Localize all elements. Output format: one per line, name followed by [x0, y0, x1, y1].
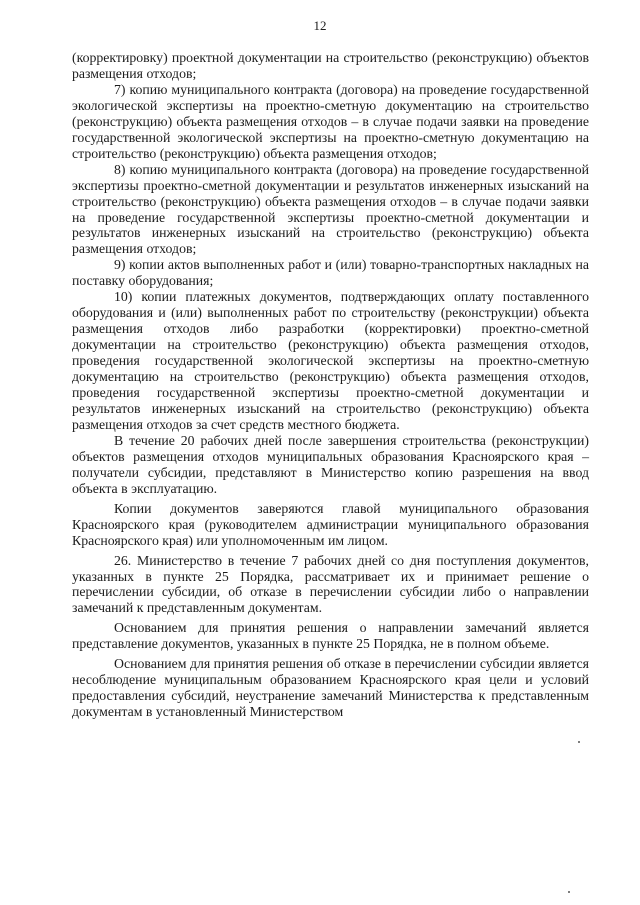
paragraph-item-9: 9) копии актов выполненных работ и (или) товарно-транспортных накладных на поставку оборудования; — [72, 257, 589, 289]
paragraph-refusal-basis: Основанием для принятия решения об отказе в перечислении субсидии является несоблюдение муниципальным образованием Красноярского края цели и условий предоставления субсидий, неустранение замечаний Министерства к представленным документам в установленный Министерством — [72, 656, 589, 720]
paragraph-item-7: 7) копию муниципального контракта (договора) на проведение государственной экологической экспертизы на проектно-сметную документацию на строительство (реконструкцию) объекта размещения отходов – в случае подачи заявки на проведение государственной экологической экспертизы на проектно-сметную документацию на строительство (реконструкцию) объекта размещения отходов; — [72, 81, 589, 161]
scan-speck — [568, 891, 570, 893]
document-body — [72, 50, 589, 720]
page-number: 12 — [313, 18, 327, 33]
paragraph-item-10: 10) копии платежных документов, подтверждающих оплату поставленного оборудования и (или) выполненных работ по строительству (реконструкции) объекта размещения отходов либо разработки (корректировки) проектно-сметной документации на строительство (реконструкцию) объекта размещения отходов, проведения государственной экологической экспертизы на проектно-сметную документацию на строительство (реконструкцию) объекта размещения отходов, проведения государственной экспертизы проектно-сметной документации и результатов инженерных изысканий на строительство (реконструкцию) объекта размещения отходов за счет средств местного бюджета. — [72, 289, 589, 432]
paragraph-completion-deadline: В течение 20 рабочих дней после завершения строительства (реконструкции) объектов размещения отходов муниципальных образования Красноярского края – получатели субсидии, представляют в Министерство копию разрешения на ввод объекта в эксплуатацию. — [72, 432, 589, 496]
paragraph-clause-26: 26. Министерство в течение 7 рабочих дней со дня поступления документов, указанных в пункте 25 Порядка, рассматривает их и принимает решение о перечислении субсидии, об отказе в перечислении субсидии либо о направлении замечаний к представленным документам. — [72, 552, 589, 616]
paragraph-continuation: (корректировку) проектной документации на строительство (реконструкцию) объектов размещения отходов; — [72, 50, 589, 81]
paragraph-item-8: 8) копию муниципального контракта (договора) на проведение государственной экспертизы проектно-сметной документации и результатов инженерных изысканий на строительство (реконструкцию) объекта размещения отходов – в случае подачи заявки на проведение государственной экспертизы проектно-сметной документации и результатов инженерных изысканий на строительство (реконструкцию) объекта размещения отходов; — [72, 161, 589, 257]
paragraph-remarks-basis: Основанием для принятия решения о направлении замечаний является представление документов, указанных в пункте 25 Порядка, не в полном объеме. — [72, 620, 589, 652]
scan-speck — [578, 741, 580, 743]
paragraph-document-certification: Копии документов заверяются главой муниципального образования Красноярского края (руководителем администрации муниципального образования Красноярского края) или уполномоченным им лицом. — [72, 500, 589, 548]
